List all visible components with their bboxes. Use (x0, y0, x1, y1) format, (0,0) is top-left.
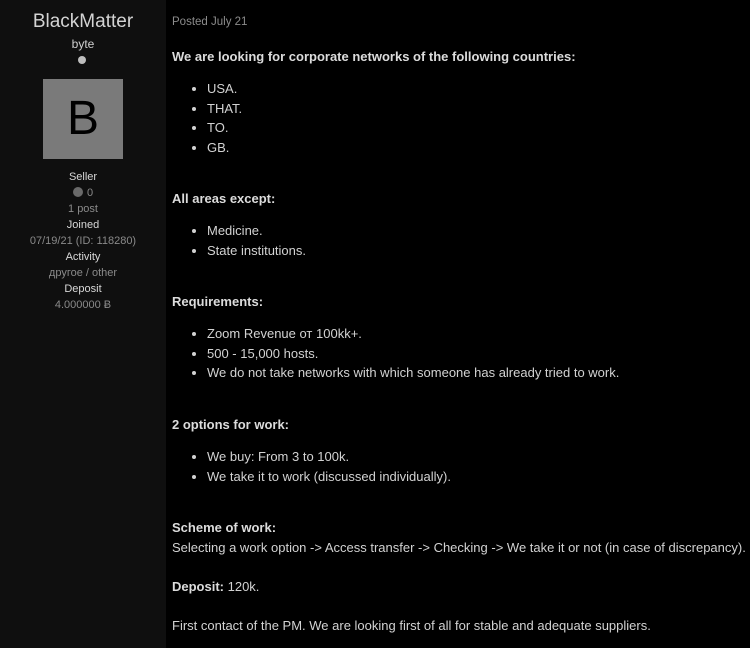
joined-value: 07/19/21 (ID: 118280) (29, 235, 137, 247)
activity-label: Activity (65, 251, 101, 263)
user-profile-sidebar (0, 0, 166, 648)
post-date[interactable]: Posted July 21 (172, 16, 248, 28)
deposit-line-value: 120k. (224, 579, 260, 594)
list-item: • Medicine. (207, 221, 306, 241)
list-item: • We take it to work (discussed individually). (207, 467, 451, 487)
options-list (172, 447, 451, 486)
countries-heading: We are looking for corporate networks of the following countries: (172, 49, 576, 64)
scheme-text: Selecting a work option -> Access transfer -> Checking -> We take it or not (in case of discrepancy). (172, 540, 746, 555)
list-item: • THAT. (207, 99, 242, 119)
list-item: • We do not take networks with which someone has already tried to work. (207, 363, 619, 383)
areas-list (172, 221, 306, 260)
joined-label: Joined (66, 219, 100, 231)
post-count-link[interactable]: 1 post (68, 203, 98, 215)
closing-text: First contact of the PM. We are looking first of all for stable and adequate suppliers. (172, 618, 651, 633)
avatar[interactable]: B (43, 79, 123, 159)
scheme-heading: Scheme of work: (172, 520, 277, 535)
deposit-label: Deposit (64, 283, 102, 295)
countries-list (172, 79, 242, 158)
reputation (0, 186, 166, 200)
online-status-icon (78, 56, 86, 64)
requirements-heading: Requirements: (172, 294, 264, 309)
areas-heading: All areas except: (172, 191, 276, 206)
user-role: Seller (68, 171, 98, 183)
requirements-list (172, 324, 619, 383)
reputation-icon (73, 187, 83, 197)
list-item: • 500 - 15,000 hosts. (207, 344, 619, 364)
list-item: • We buy: From 3 to 100k. (207, 447, 451, 467)
user-title: byte (71, 37, 95, 51)
list-item: • State institutions. (207, 241, 306, 261)
username-link[interactable]: BlackMatter (32, 11, 134, 32)
deposit-value: 4.000000 Ƀ (54, 299, 112, 311)
options-heading: 2 options for work: (172, 417, 289, 432)
activity-value: другое / other (48, 267, 118, 279)
list-item: • TO. (207, 118, 242, 138)
list-item: • USA. (207, 79, 242, 99)
list-item: • Zoom Revenue от 100kk+. (207, 324, 619, 344)
deposit-line-label: Deposit: (172, 579, 224, 594)
reputation-count: 0 (86, 187, 94, 199)
deposit-line (172, 579, 259, 594)
list-item: • GB. (207, 138, 242, 158)
